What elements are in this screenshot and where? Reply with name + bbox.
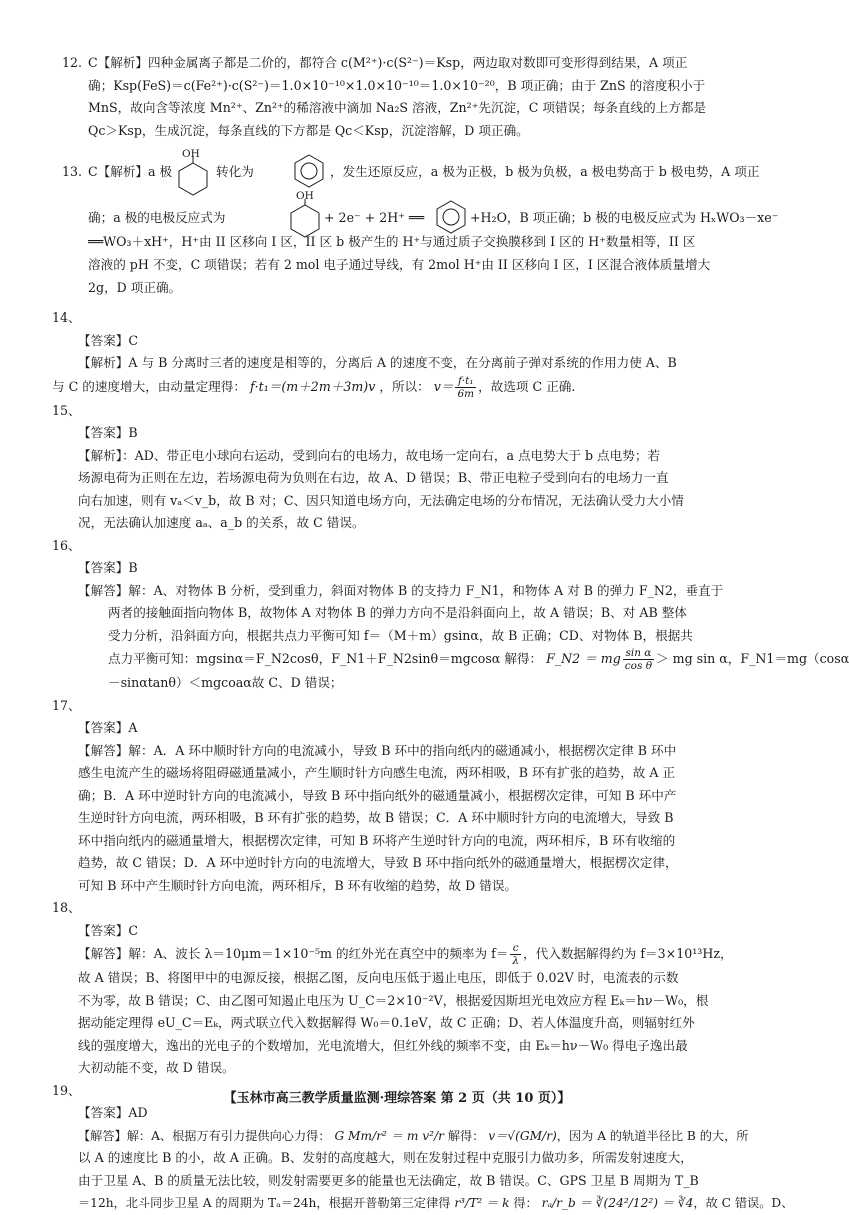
explanation-line: ══WO₃＋xH⁺，H⁺由 II 区移向 I 区，II 区 b 极产生的 H⁺与通过质子交换膜移到 I 区的 H⁺数量相等，II 区 <box>88 234 696 249</box>
explanation-line: 场源电荷为正则在左边，若场源电荷为负则在右边，故 A、D 错误；B、带正电粒子受到向右的电场力一直 <box>78 470 669 485</box>
explanation-line: 确；B．A 环中逆时针方向的电流减小，导致 B 环中指向纸外的磁通量减小，根据楞次定律，可知 B 环中产 <box>78 787 677 803</box>
explanation-line: ＞ mg sin α，F_N1＝mg（cosα <box>656 651 849 666</box>
explanation-line: 由于卫星 A、B 的质量无法比较，则发射需要更多的能量也无法确定，故 B 错误。C、GPS 卫星 B 周期为 T_B <box>78 1172 699 1188</box>
question-14 <box>52 307 760 400</box>
answer-label: 【答案】B <box>78 425 138 440</box>
explanation-line: 确；Ksp(FeS)＝c(Fe²⁺)·c(S²⁻)＝1.0×10⁻¹⁰×1.0×10⁻¹⁰＝1.0×10⁻²⁰，B 项正确；由于 ZnS 的溶度积小于 <box>88 77 706 93</box>
explanation-line: 据动能定理得 eU_C＝Eₖ，两式联立代入数据解得 W₀＝0.1eV，故 C 正确；D、若人体温度升高，则辐射红外 <box>78 1015 695 1030</box>
question-number: 14、 <box>52 310 81 325</box>
explanation-line: 溶液的 pH 不变，C 项错误；若有 2 mol 电子通过导线，有 2mol H⁺由 II 区移向 I 区，I 区混合液体质量增大 <box>88 257 711 272</box>
explanation-line: 线的强度增大，逸出的光电子的个数增加，光电流增大，但红外线的频率不变，由 Eₖ＝hν－W₀ 得电子逸出最 <box>78 1037 688 1053</box>
explanation-line: 大初动能不变，故 D 错误。 <box>78 1060 235 1075</box>
explanation-line: 可知 B 环中产生顺时针方向电流，两环相斥，B 环有收缩的趋势，故 D 错误。 <box>78 877 518 893</box>
explanation-line: －sinαtanθ）＜mgcoaα故 C、D 错误； <box>108 675 343 690</box>
explanation-line: +H₂O，B 项正确；b 极的电极反应式为 HₓWO₃－xe⁻ <box>470 210 779 225</box>
explanation-line: 受力分析，沿斜面方向，根据共点力平衡可知 f＝（M＋m）gsinα，故 B 正确；CD、对物体 B，根据共 <box>108 627 693 643</box>
explanation-line: ，故 C 错误。D、 <box>693 1196 794 1210</box>
question-number: 15、 <box>52 402 81 418</box>
benzene-ring-icon <box>434 199 468 233</box>
formula: rₐ/r_b ＝ ∛(24²/12²) ＝ ∛4 <box>541 1196 694 1210</box>
question-18 <box>52 897 760 1080</box>
explanation-line: 转化为 <box>216 164 254 179</box>
explanation-line: 感生电流产生的磁场将阻碍磁通量减小，产生顺时针方向感生电流，两环相吸，B 环有扩张的趋势，故 A 正 <box>78 765 676 780</box>
answer-label: 【答案】B <box>78 560 138 575</box>
explanation-line: 【解答】解：A、根据万有引力提供向心力得： <box>78 1128 331 1143</box>
numerator: c <box>510 942 521 955</box>
explanation-line: 得： <box>513 1196 538 1210</box>
formula: v＝ <box>433 378 454 394</box>
explanation-line: MnS，故向含等浓度 Mn²⁺、Zn²⁺的稀溶液中滴加 Na₂S 溶液，Zn²⁺先沉淀，C 项错误；每条直线的上方都是 <box>88 100 707 115</box>
page-footer: 【玉林市高三教学质量监测·理综答案 第 2 页（共 10 页）】 <box>223 1091 571 1106</box>
explanation-line: 解得： <box>447 1128 485 1143</box>
explanation-line: 不为零，故 B 错误；C、由乙图可知遏止电压为 U_C＝2×10⁻²V，根据爱因斯坦光电效应方程 Eₖ＝hν－W₀，根 <box>78 992 709 1008</box>
answer-label: 【答案】C <box>78 332 139 348</box>
question-number: 17、 <box>52 697 81 713</box>
formula: f·t₁＝(m＋2m＋3m)v <box>249 378 376 394</box>
explanation-line: 向右加速，则有 vₐ＜v_b，故 B 对；C、因只知道电场方向，无法确定电场的分布情况，无法确认受力大小情 <box>78 492 684 508</box>
question-13 <box>52 145 779 307</box>
explanation-line: Qc＞Ksp，生成沉淀，每条直线的下方都是 Qc＜Ksp，沉淀溶解，D 项正确。 <box>88 122 529 138</box>
fraction <box>623 647 654 672</box>
explanation-line: 况，无法确认加速度 aₐ、a_b 的关系，故 C 错误。 <box>78 515 365 530</box>
formula: G Mm/r² ＝ m v²/r <box>334 1128 444 1143</box>
explanation-line: C【解析】a 极 <box>88 164 173 179</box>
denominator: λ <box>512 955 520 967</box>
explanation-line: ，故选项 C 正确. <box>478 378 576 394</box>
hydroxyl-label: OH <box>182 148 200 160</box>
explanation-line: 【解答】解：A、对物体 B 分析，受到重力，斜面对物体 B 的支持力 F_N1，和物体 A 对 B 的弹力 F_N2，垂直于 <box>78 582 724 598</box>
explanation-line: 【解答】解：A．A 环中顺时针方向的电流减小，导致 B 环中的指向纸内的磁通减小，根据楞次定律 B 环中 <box>78 742 677 758</box>
explanation-line: 两者的接触面指向物体 B，故物体 A 对物体 B 的弹力方向不是沿斜面向上，故 A 错误；B、对 AB 整体 <box>108 605 687 620</box>
explanation-line: 【解答】解：A、波长 λ＝10μm＝1×10⁻⁵m 的红外光在真空中的频率为 f＝ <box>78 946 509 961</box>
explanation-line: 生逆时针方向电流，两环相吸，B 环有扩张的趋势，故 B 错误；C．A 环中顺时针方向的电流增大，导致 B <box>78 810 674 825</box>
formula: F_N2 ＝ mg <box>546 651 621 666</box>
explanation-line: 故 A 错误；B、将图甲中的电源反接，根据乙图，反向电压低于遏止电压，即低于 0.02V 时，电流表的示数 <box>78 970 679 985</box>
explanation-line: ，因为 A 的轨道半径比 B 的大，所 <box>556 1128 749 1143</box>
phenol-ring-icon <box>176 157 210 195</box>
question-number: 19、 <box>52 1082 81 1098</box>
explanation-line: 点力平衡可知：mgsinα＝F_N2cosθ，F_N1＋F_N2sinθ＝mgcosα 解得： <box>108 651 543 666</box>
explanation-line: C【解析】四种金属离子都是二价的，都符合 c(M²⁺)·c(S²⁻)＝Ksp，两边取对数即可变形得到结果，A 项正 <box>88 55 688 70</box>
question-number: 18、 <box>52 900 81 915</box>
explanation-line: 以 A 的速度比 B 的小，故 A 正确。B、发射的高度越大，则在发射过程中克服引力做功多，所需发射速度大， <box>78 1150 693 1165</box>
fraction <box>455 375 476 400</box>
numerator: f·t₁ <box>455 375 476 388</box>
explanation-line: 环中指向纸内的磁通量增大，根据楞次定律，可知 B 环将产生逆时针方向的电流，两环相斥，B 环有收缩的 <box>78 832 676 848</box>
benzene-ring-icon <box>292 153 326 187</box>
formula: v＝√(GM/r) <box>488 1128 557 1143</box>
denominator: 6m <box>457 387 475 400</box>
question-15 <box>52 400 760 535</box>
explanation-line: 2g，D 项正确。 <box>88 280 182 295</box>
explanation-line: 【解析】A 与 B 分离时三者的速度是相等的，分离后 A 的速度不变，在分离前子弹对系统的作用力使 A、B <box>78 355 677 370</box>
explanation-line: 趋势，故 C 错误；D．A 环中逆时针方向的电流增大，导致 B 环中指向纸外的磁通量增大，根据楞次定律， <box>78 855 678 870</box>
explanation-line: ，所以： <box>379 378 430 394</box>
hydroxyl-label: OH <box>296 190 314 202</box>
explanation-line: ，发生还原反应，a 极为正极，b 极为负极，a 极电势高于 b 极电势，A 项正 <box>330 164 760 179</box>
formula: r³/T² ＝ k <box>454 1196 510 1210</box>
numerator: sin α <box>623 647 654 660</box>
explanation-line: + 2e⁻ + 2H⁺ ══ <box>324 210 425 225</box>
answer-label: 【答案】A <box>78 720 138 735</box>
answer-label: 【答案】C <box>78 922 139 938</box>
question-17 <box>52 695 760 898</box>
explanation-line: 确；a 极的电极反应式为 <box>88 210 226 225</box>
explanation-line: 【解析】：AD、带正电小球向右运动，受到向右的电场力，故电场一定向右，a 点电势大于 b 点电势；若 <box>78 447 661 463</box>
question-number: 13. <box>62 164 83 179</box>
explanation-line: ＝12h，北斗同步卫星 A 的周期为 Tₐ＝24h，根据开普勒第三定律得 <box>78 1196 451 1210</box>
fraction <box>510 942 521 967</box>
question-16 <box>52 535 849 695</box>
answer-label: 【答案】AD <box>78 1105 148 1120</box>
explanation-line: ，代入数据解得约为 f＝3×10¹³Hz， <box>523 946 733 961</box>
question-12 <box>52 52 760 142</box>
explanation-line: 与 C 的速度增大，由动量定理得： <box>52 378 246 394</box>
question-number: 12. <box>62 55 83 70</box>
denominator: cos θ <box>624 660 653 672</box>
question-number: 16、 <box>52 537 81 553</box>
